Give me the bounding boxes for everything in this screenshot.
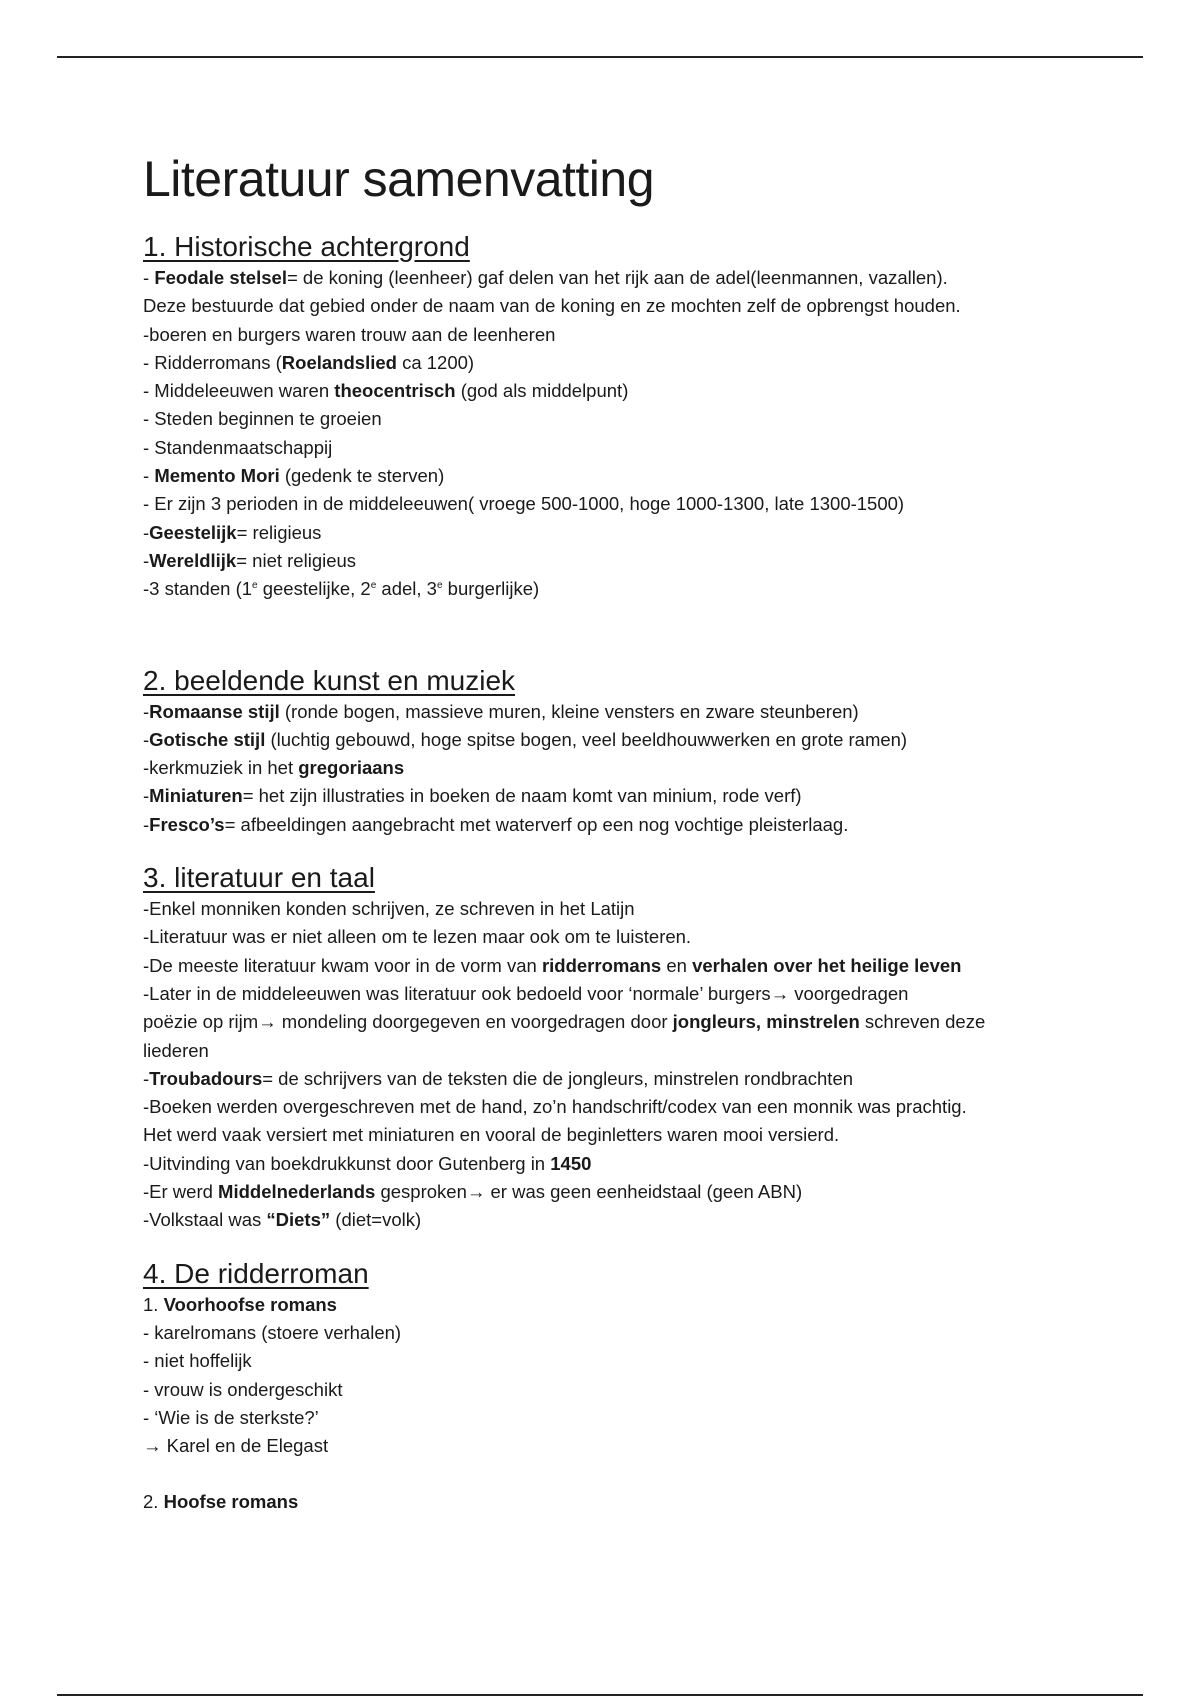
text-line xyxy=(143,1347,1083,1375)
text-run: -Literatuur was er niet alleen om te lezen maar ook om te luisteren. xyxy=(143,926,692,948)
section-body xyxy=(143,1291,1083,1461)
text-run: burgerlijke) xyxy=(442,578,540,600)
text-line xyxy=(143,1150,1083,1178)
text-run: gesproken→ er was geen eenheidstaal (geen ABN) xyxy=(375,1181,803,1203)
text-run: - xyxy=(143,785,150,807)
text-run: - xyxy=(143,521,150,543)
text-line xyxy=(143,377,1083,405)
section-body xyxy=(143,895,1083,1235)
text-run: -kerkmuziek in het xyxy=(143,757,299,779)
bold-term: Romaanse stijl xyxy=(149,700,280,722)
text-run: (ronde bogen, massieve muren, kleine vensters en zware steunberen) xyxy=(279,700,859,722)
section-body xyxy=(143,264,1083,604)
text-line xyxy=(143,1376,1083,1404)
text-line xyxy=(143,321,1083,349)
superscript: e xyxy=(252,580,258,592)
text-line xyxy=(143,698,1083,726)
text-line xyxy=(143,811,1083,839)
text-line xyxy=(143,726,1083,754)
text-run: - Middeleeuwen waren xyxy=(143,380,335,402)
text-run: - niet hoffelijk xyxy=(143,1350,252,1372)
text-run: - xyxy=(143,267,155,288)
text-run: - Er zijn 3 perioden in de middeleeuwen( vroege 500-1000, hoge 1000-1300, late 1300-1500) xyxy=(143,493,905,515)
text-run: -Uitvinding van boekdrukkunst door Gutenberg in xyxy=(143,1152,551,1174)
text-line xyxy=(143,1037,1083,1065)
text-line xyxy=(143,1488,1083,1516)
section-body-trailing xyxy=(143,1488,1083,1516)
bold-term: Geestelijk xyxy=(149,521,237,543)
bold-term: Miniaturen xyxy=(149,785,243,807)
text-run: adel, 3 xyxy=(376,578,437,600)
section-literatuur-en-taal xyxy=(143,861,1083,1235)
text-run: -boeren en burgers waren trouw aan de leenheren xyxy=(143,323,556,345)
text-run: - xyxy=(143,465,155,487)
text-run: en xyxy=(661,954,693,976)
text-line xyxy=(143,349,1083,377)
text-run: Het werd vaak versiert met miniaturen en vooral de beginletters waren mooi versierd. xyxy=(143,1124,840,1146)
bold-term: Gotische stijl xyxy=(149,728,266,750)
text-line xyxy=(143,575,1083,603)
text-line xyxy=(143,1093,1083,1121)
text-run: Deze bestuurde dat gebied onder de naam van de koning en ze mochten zelf de opbrengst houden. xyxy=(143,295,961,317)
text-run: - xyxy=(143,813,150,835)
text-run: = religieus xyxy=(236,521,322,543)
text-run: - xyxy=(143,1067,150,1089)
text-run: 2. xyxy=(143,1491,164,1513)
text-run: = niet religieus xyxy=(236,549,357,571)
text-run: = het zijn illustraties in boeken de naam komt van minium, rode verf) xyxy=(242,785,802,807)
text-run: -Enkel monniken konden schrijven, ze schreven in het Latijn xyxy=(143,898,635,920)
superscript: e xyxy=(436,580,443,592)
bold-term: Wereldlijk xyxy=(149,549,237,571)
document-page xyxy=(143,148,1083,1517)
text-line xyxy=(143,923,1083,951)
text-run: = de schrijvers van de teksten die de jongleurs, minstrelen rondbrachten xyxy=(262,1067,854,1089)
text-line xyxy=(143,1206,1083,1234)
text-line xyxy=(143,1178,1083,1206)
text-run: = de koning (leenheer) gaf delen van het rijk aan de adel(leenmannen, vazallen). xyxy=(286,267,948,288)
text-run: -Later in de middeleeuwen was literatuur ook bedoeld voor ‘normale’ burgers→ voorgedragen xyxy=(143,982,909,1004)
text-run: - karelromans (stoere verhalen) xyxy=(143,1321,402,1343)
text-line xyxy=(143,1432,1083,1460)
bold-term: Feodale stelsel xyxy=(154,267,287,288)
bold-term: Voorhoofse romans xyxy=(163,1293,337,1315)
text-run: - vrouw is ondergeschikt xyxy=(143,1378,343,1400)
bold-term: Troubadours xyxy=(149,1067,263,1089)
superscript: e xyxy=(370,580,377,592)
text-run: poëzie op rijm→ mondeling doorgegeven en voorgedragen door xyxy=(143,1011,673,1033)
top-rule xyxy=(57,56,1143,58)
bold-term: ridderromans xyxy=(541,954,662,976)
text-line xyxy=(143,1404,1083,1432)
text-run: - Standenmaatschappij xyxy=(143,436,333,458)
text-run: ca 1200) xyxy=(396,351,475,373)
section-heading: 3. literatuur en taal xyxy=(143,862,375,894)
text-line xyxy=(143,490,1083,518)
section-heading: 1. Historische achtergrond xyxy=(143,231,470,262)
section-historische-achtergrond xyxy=(143,230,1083,604)
text-run: 1. xyxy=(143,1293,164,1315)
bold-term: verhalen over het heilige leven xyxy=(692,954,962,976)
bold-term: Roelandslied xyxy=(281,351,397,373)
bold-term: Middelnederlands xyxy=(218,1181,376,1203)
text-run: -Boeken werden overgeschreven met de hand, zo’n handschrift/codex van een monnik was prachtig. xyxy=(143,1096,967,1118)
text-line xyxy=(143,292,1083,320)
text-line xyxy=(143,895,1083,923)
text-line xyxy=(143,547,1083,575)
text-run: - xyxy=(143,549,150,571)
text-line xyxy=(143,462,1083,490)
text-line xyxy=(143,952,1083,980)
bold-term: Fresco’s xyxy=(149,813,225,835)
section-body xyxy=(143,698,1083,839)
section-heading: 2. beeldende kunst en muziek xyxy=(143,664,516,696)
text-run: -De meeste literatuur kwam voor in de vorm van xyxy=(143,954,542,976)
text-line xyxy=(143,519,1083,547)
text-line xyxy=(143,980,1083,1008)
text-run: = afbeeldingen aangebracht met waterverf op een nog vochtige pleisterlaag. xyxy=(224,813,849,835)
bold-term: “Diets” xyxy=(266,1209,331,1231)
text-run: - ‘Wie is de sterkste?’ xyxy=(143,1406,319,1428)
bold-term: jongleurs, minstrelen xyxy=(672,1011,860,1033)
text-run: liederen xyxy=(143,1039,209,1061)
text-run: -Er werd xyxy=(143,1181,219,1203)
text-run: -Volkstaal was xyxy=(143,1209,267,1231)
text-line xyxy=(143,754,1083,782)
text-line xyxy=(143,434,1083,462)
text-line xyxy=(143,1121,1083,1149)
section-heading: 4. De ridderroman xyxy=(143,1257,369,1289)
text-run: (luchtig gebouwd, hoge spitse bogen, veel beeldhouwwerken en grote ramen) xyxy=(265,728,908,750)
bold-term: Hoofse romans xyxy=(163,1491,299,1513)
text-line xyxy=(143,405,1083,433)
text-line xyxy=(143,1291,1083,1319)
text-run: (god als middelpunt) xyxy=(455,380,629,402)
bold-term: theocentrisch xyxy=(334,380,456,402)
text-run: - Ridderromans ( xyxy=(143,351,282,373)
text-run: (gedenk te sterven) xyxy=(279,465,445,487)
bold-term: Memento Mori xyxy=(154,465,280,487)
text-run: -3 standen (1 xyxy=(143,578,253,600)
text-line xyxy=(143,1008,1083,1036)
bold-term: gregoriaans xyxy=(298,757,405,779)
text-run: - xyxy=(143,728,150,750)
text-run: schreven deze xyxy=(859,1011,986,1033)
text-run: - Steden beginnen te groeien xyxy=(143,408,382,430)
bottom-rule xyxy=(57,1694,1143,1696)
text-run: → Karel en de Elegast xyxy=(143,1435,329,1457)
text-run: - xyxy=(143,700,150,722)
section-de-ridderroman xyxy=(143,1257,1083,1517)
text-run: geestelijke, 2 xyxy=(257,578,371,600)
text-line xyxy=(143,1319,1083,1347)
text-line xyxy=(143,1065,1083,1093)
bold-term: 1450 xyxy=(550,1152,592,1174)
text-run: (diet=volk) xyxy=(330,1209,422,1231)
section-beeldende-kunst xyxy=(143,664,1083,839)
text-line xyxy=(143,264,1083,292)
page-title: Literatuur samenvatting xyxy=(143,151,655,207)
text-line xyxy=(143,782,1083,810)
